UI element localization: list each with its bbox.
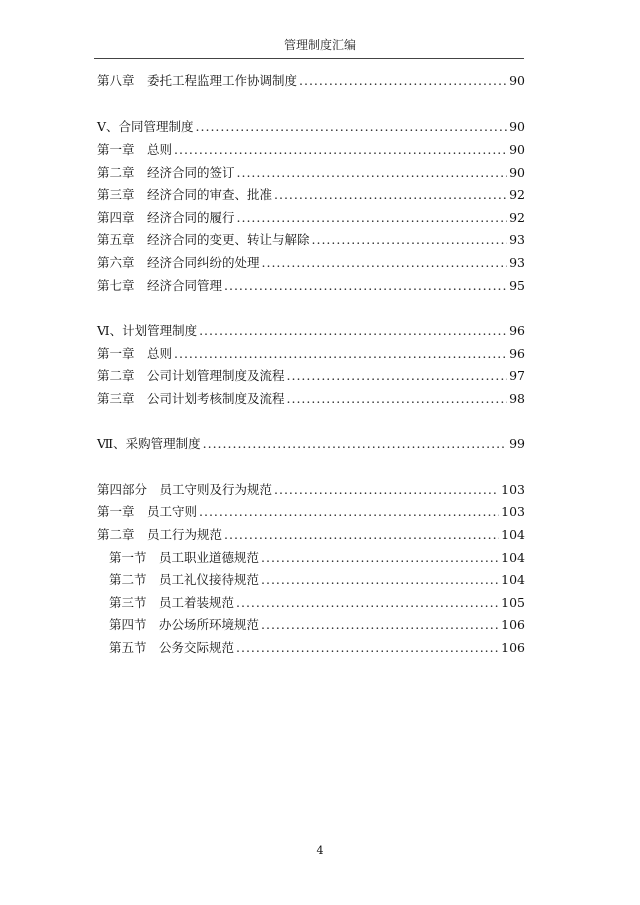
toc-entry-page: 99 <box>509 436 525 451</box>
toc-leader-dots <box>174 142 507 157</box>
header-rule <box>94 58 524 59</box>
toc-entry[interactable] <box>97 163 525 181</box>
toc-leader-dots <box>262 255 508 270</box>
toc-entry-page: 90 <box>509 165 525 180</box>
toc-entry[interactable] <box>97 366 525 384</box>
toc-entry-title: 第五节 公务交际规范 <box>109 640 235 655</box>
toc-entry-page: 90 <box>509 142 525 157</box>
toc-entry[interactable] <box>109 593 525 611</box>
toc-leader-dots <box>312 232 508 247</box>
toc-leader-dots <box>236 640 499 655</box>
toc-entry-title: 第一章 总则 <box>97 142 173 157</box>
toc-entry-title: 第三章 公司计划考核制度及流程 <box>97 391 285 406</box>
toc-leader-dots <box>261 617 499 632</box>
toc-entry-title: 第四章 经济合同的履行 <box>97 210 235 225</box>
toc-entry-page: 105 <box>501 595 525 610</box>
toc-leader-dots <box>261 550 499 565</box>
toc-entry-title: Ⅵ、计划管理制度 <box>97 323 198 338</box>
toc-leader-dots <box>261 572 499 587</box>
toc-entry-title: 第一章 总则 <box>97 346 173 361</box>
toc-entry-page: 103 <box>501 504 525 519</box>
toc-entry-page: 104 <box>501 550 525 565</box>
toc-entry-page: 92 <box>509 187 525 202</box>
toc-entry-page: 104 <box>501 572 525 587</box>
toc-entry[interactable] <box>97 389 525 407</box>
toc-entry-page: 97 <box>509 368 525 383</box>
toc-entry-title: 第三章 经济合同的审查、批准 <box>97 187 273 202</box>
toc-entry-page: 92 <box>509 210 525 225</box>
toc-entry-page: 106 <box>501 617 525 632</box>
toc-entry-page: 90 <box>509 119 525 134</box>
toc-entry-title: 第六章 经济合同纠纷的处理 <box>97 255 260 270</box>
toc-entry[interactable] <box>97 480 525 498</box>
toc-entry-title: 第二章 员工行为规范 <box>97 527 223 542</box>
toc-entry[interactable] <box>97 71 525 89</box>
toc-leader-dots <box>203 436 507 451</box>
toc-leader-dots <box>287 368 508 383</box>
toc-entry-title: 第二章 经济合同的签订 <box>97 165 235 180</box>
toc-entry-page: 106 <box>501 640 525 655</box>
toc-entry[interactable] <box>97 344 525 362</box>
toc-leader-dots <box>174 346 507 361</box>
toc-entry[interactable] <box>97 140 525 158</box>
toc-leader-dots <box>237 165 508 180</box>
toc-leader-dots <box>224 278 507 293</box>
toc-entry[interactable] <box>97 321 525 339</box>
toc-entry-page: 93 <box>509 255 525 270</box>
toc-entry[interactable] <box>109 570 525 588</box>
toc-leader-dots <box>196 119 508 134</box>
toc-entry-title: 第三节 员工着装规范 <box>109 595 235 610</box>
toc-leader-dots <box>236 595 499 610</box>
toc-entry[interactable] <box>97 525 525 543</box>
toc-entry-page: 96 <box>509 323 525 338</box>
toc-leader-dots <box>274 187 507 202</box>
toc-entry[interactable] <box>109 638 525 656</box>
toc-leader-dots <box>237 210 508 225</box>
toc-entry[interactable] <box>97 230 525 248</box>
toc-entry-page: 104 <box>501 527 525 542</box>
toc-entry[interactable] <box>97 117 525 135</box>
toc-entry[interactable] <box>109 548 525 566</box>
toc-entry[interactable] <box>97 434 525 452</box>
toc-entry-title: 第一节 员工职业道德规范 <box>109 550 260 565</box>
toc-entry-page: 103 <box>501 482 525 497</box>
toc-entry-title: 第七章 经济合同管理 <box>97 278 223 293</box>
page-header: 管理制度汇编 <box>283 38 356 52</box>
toc-entry-title: 第五章 经济合同的变更、转让与解除 <box>97 232 310 247</box>
toc-entry-title: 第二章 公司计划管理制度及流程 <box>97 368 285 383</box>
toc-entry-title: Ⅶ、采购管理制度 <box>97 436 201 451</box>
toc-entry[interactable] <box>97 208 525 226</box>
toc-entry-title: 第四部分 员工守则及行为规范 <box>97 482 273 497</box>
toc-leader-dots <box>287 391 508 406</box>
toc-leader-dots <box>299 73 507 88</box>
toc-entry[interactable] <box>109 615 525 633</box>
toc-leader-dots <box>224 527 499 542</box>
toc-entry-page: 95 <box>509 278 525 293</box>
toc-entry-page: 96 <box>509 346 525 361</box>
toc-entry[interactable] <box>97 185 525 203</box>
toc-leader-dots <box>274 482 499 497</box>
toc-entry-title: 第四节 办公场所环境规范 <box>109 617 260 632</box>
toc-entry-title: 第八章 委托工程监理工作协调制度 <box>97 73 298 88</box>
toc-entry-page: 98 <box>509 391 525 406</box>
toc-entry-title: 第一章 员工守则 <box>97 504 198 519</box>
toc-entry-page: 90 <box>509 73 525 88</box>
toc-leader-dots <box>199 323 507 338</box>
toc-leader-dots <box>199 504 499 519</box>
toc-entry[interactable] <box>97 276 525 294</box>
toc-entry-page: 93 <box>509 232 525 247</box>
toc-entry[interactable] <box>97 502 525 520</box>
toc-entry-title: 第二节 员工礼仪接待规范 <box>109 572 260 587</box>
toc-entry-title: Ⅴ、合同管理制度 <box>97 119 194 134</box>
toc-entry[interactable] <box>97 253 525 271</box>
page-number: 4 <box>316 844 324 857</box>
